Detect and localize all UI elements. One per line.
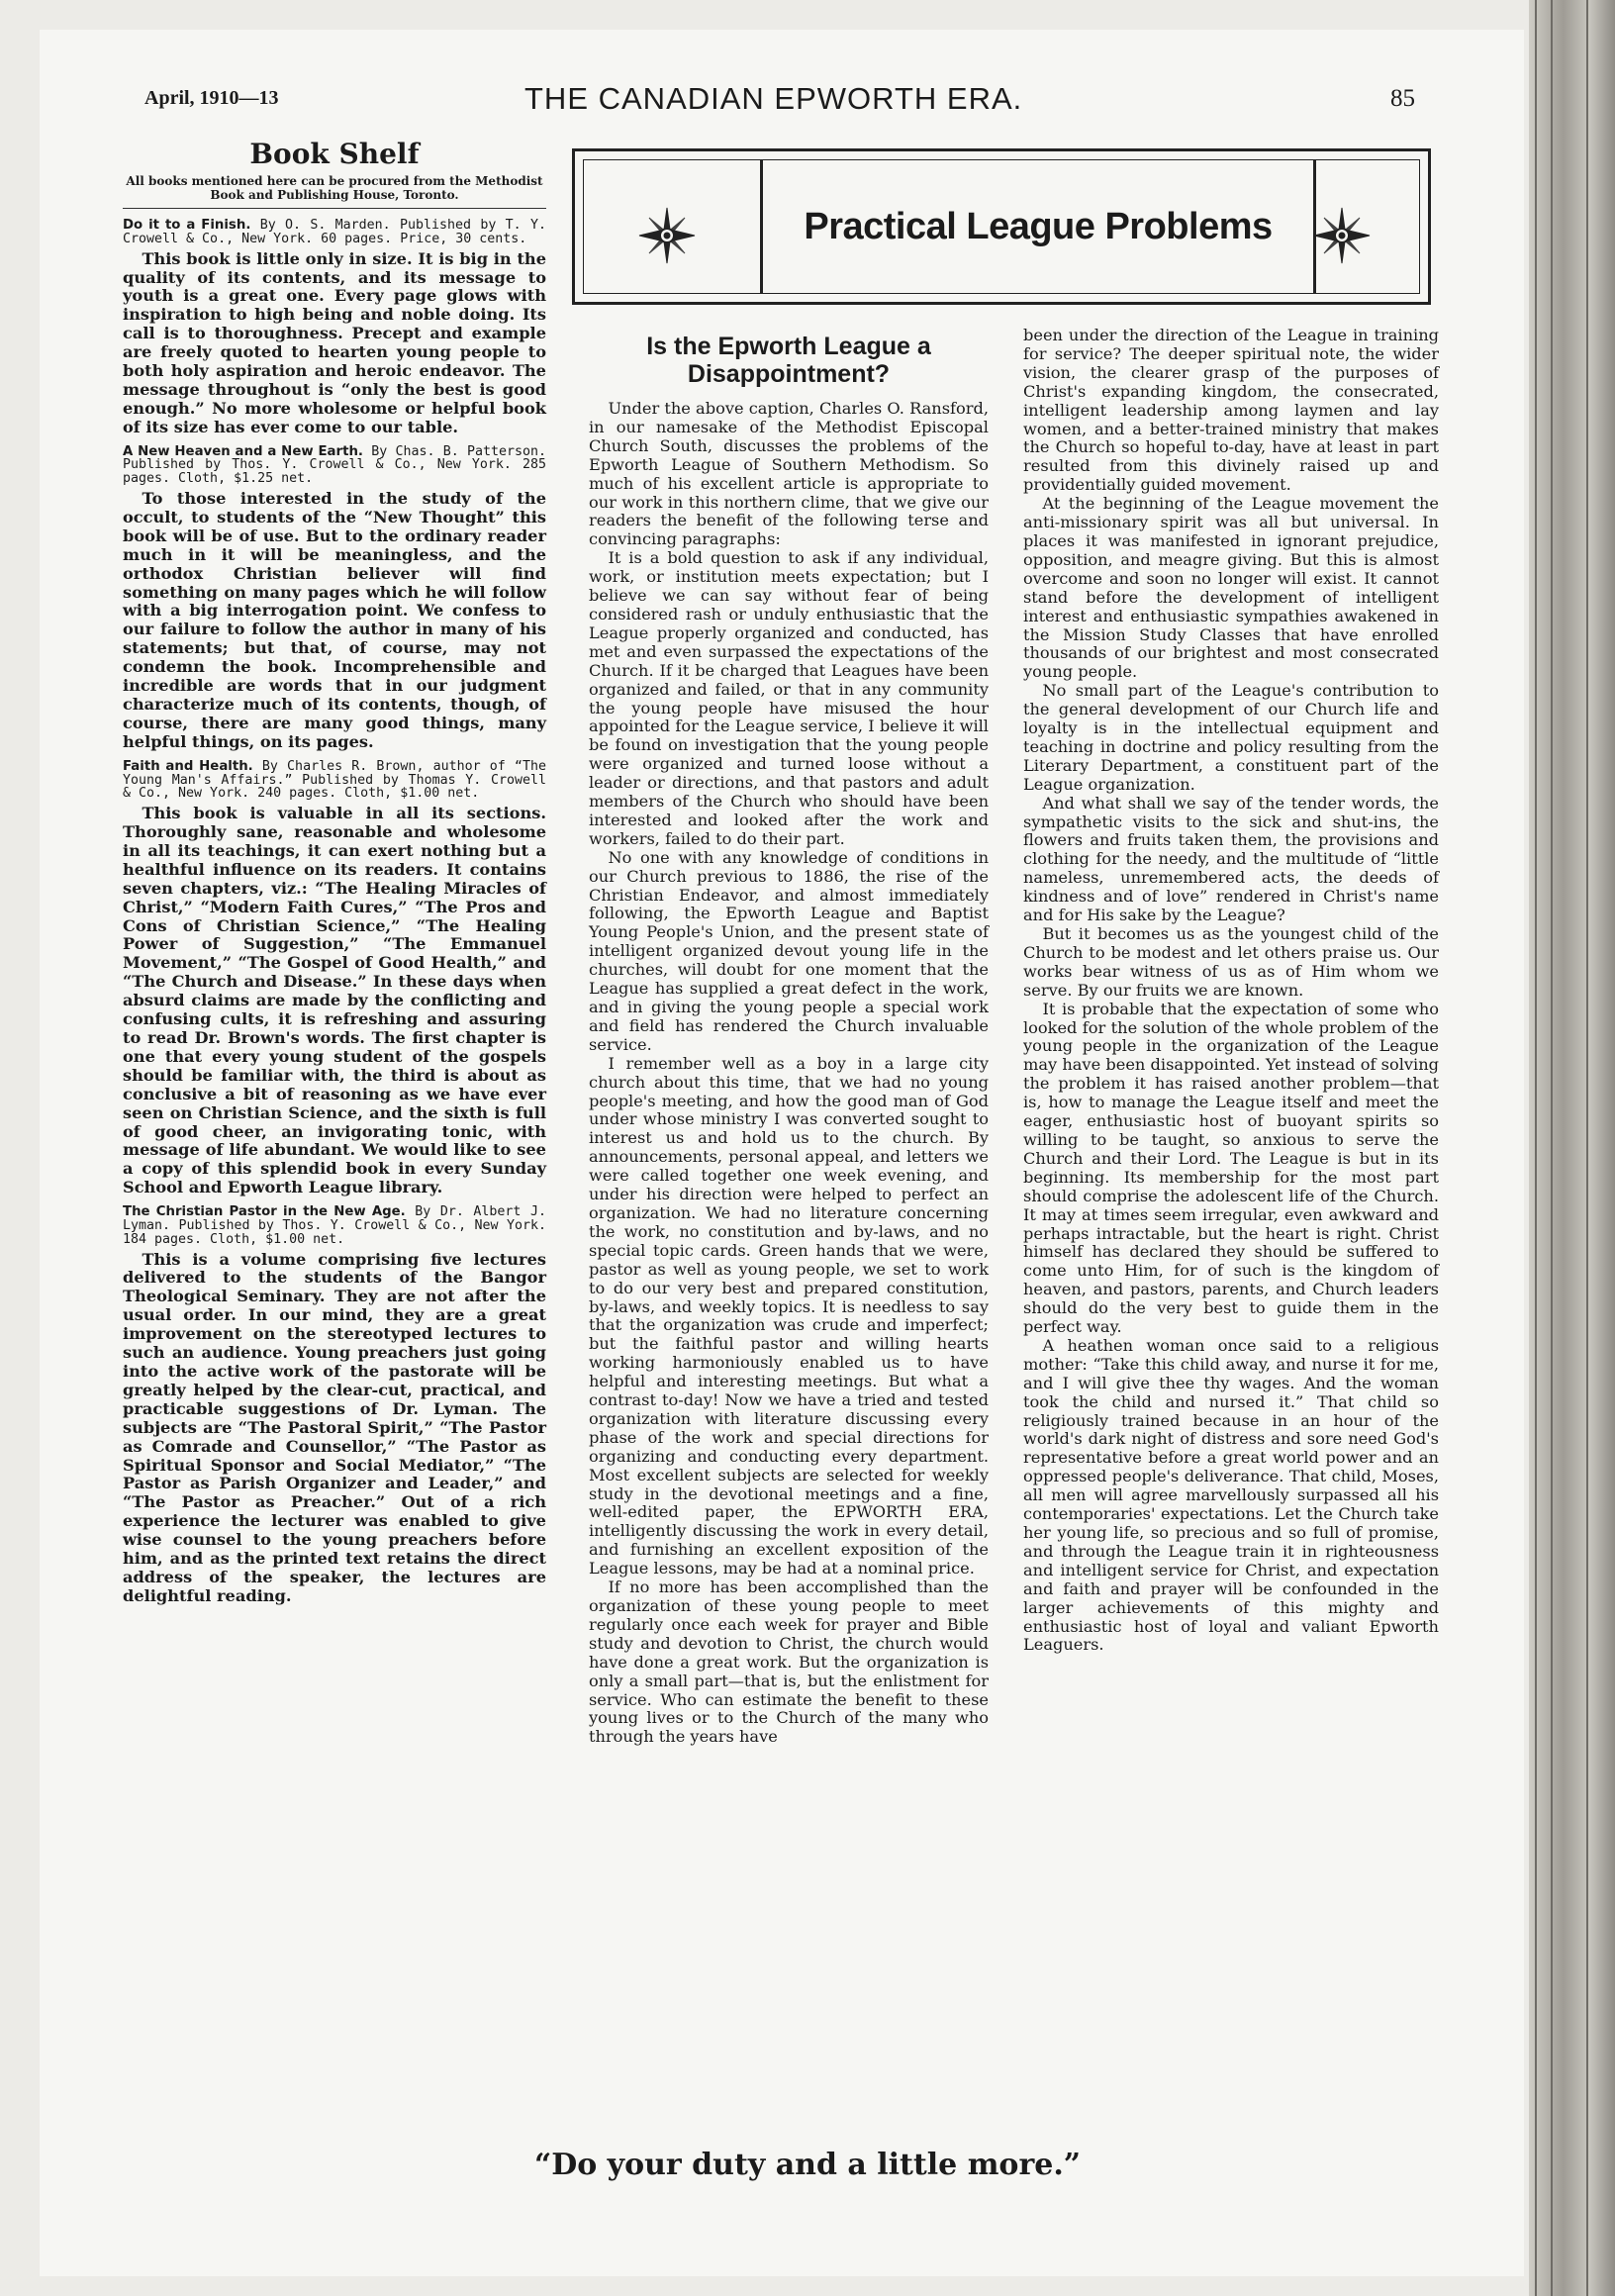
entry-heading bbox=[123, 760, 546, 801]
book-details: By Chas. B. Patterson. Published by Thos. Y. Crowell & Co., New York. 285 pages. Cloth, $1.25 net. bbox=[123, 443, 546, 487]
article-paragraph: But it becomes us as the youngest child of the Church to be modest and let others praise us. Our works bear witness of us as of Him whom we serve. By our fruits we are known. bbox=[1023, 924, 1439, 1000]
footer-motto: “Do your duty and a little more.” bbox=[533, 2148, 1082, 2182]
article-paragraph: been under the direction of the League in training for service? The deeper spiritual note, the wider vision, the clearer grasp of the purposes of Christ's expanding kingdom, the consecrated, intelligent leadership among laymen and lay women, and a better-trained ministry that makes the Church so hopeful to-day, have at least in part resulted from this divinely raised up and providentially guided movement. bbox=[1023, 326, 1439, 495]
book-shelf-note: All books mentioned here can be procured from the Methodist Book and Publishing House, Toronto. bbox=[126, 174, 543, 202]
book-spine bbox=[1529, 0, 1615, 2296]
book-review: This book is valuable in all its sections. Thoroughly sane, reasonable and wholesome in all its teachings, it can exert nothing but a healthful influence on its readers. It contains seven chapters, viz.: “The Healing Miracles of Christ,” “Modern Faith Cures,” “The Pros and Cons of Christian Science,” “The Healing Power of Suggestion,” “The Emmanuel Movement,” “The Gospel of Good Health,” and “The Church and Disease.” In these days when absurd claims are made by the conflicting and confusing cults, it is refreshing and assuring to read Dr. Brown's words. The first chapter is one that every young student of the gospels should be familiar with, the third is about as conclusive a bit of reasoning as we have ever seen on Christian Science, and the sixth is full of good cheer, an invigorating tonic, with message of life abundant. We would like to see a copy of this splendid book in every Sunday School and Epworth League library. bbox=[123, 804, 546, 1197]
section-title: Practical League Problems bbox=[804, 206, 1273, 247]
ornament-star-icon bbox=[637, 206, 697, 265]
book-details: By Charles R. Brown, author of “The Young Man's Affairs.” Published by Thomas Y. Crowell & Co., New York. 240 pages. Cloth, $1.00 net. bbox=[123, 758, 546, 802]
article-column-left bbox=[589, 327, 989, 1747]
book-shelf-title: Book Shelf bbox=[249, 138, 420, 170]
entry-heading bbox=[123, 1205, 546, 1246]
book-title: The Christian Pastor in the New Age. bbox=[123, 1204, 406, 1220]
article-paragraph: And what shall we say of the tender words, the sympathetic visits to the sick and shut-ins, the flowers and fruits taken them, the provisions and clothing for the needy, and the multitude of “little nameless, unremembered acts, the deeds of kindness and of love” rendered in Christ's name and for His sake by the League? bbox=[1023, 793, 1439, 925]
book-title: A New Heaven and a New Earth. bbox=[123, 443, 363, 459]
book-review: This is a volume comprising five lectures delivered to the students of the Bangor Theological Seminary. They are not after the usual order. In our mind, they are a great improvement on the stereotyped lectures to such an audience. Young preachers just going into the active work of the pastorate will be greatly helped by the clear-cut, practical, and practicable suggestions of Dr. Lyman. The subjects are “The Pastoral Spirit,” “The Pastor as Comrade and Counsellor,” “The Pastor as Spiritual Sponsor and Social Mediator,” “The Pastor as Parish Organizer and Leader,” and “The Pastor as Preacher.” Out of a rich experience the lecturer was enabled to give wise counsel to the young preachers before him, and as the printed text retains the direct address of the speaker, the lectures are delightful reading. bbox=[123, 1249, 546, 1605]
book-title: Do it to a Finish. bbox=[123, 218, 251, 233]
running-head bbox=[0, 81, 1445, 121]
entry-heading bbox=[123, 445, 546, 486]
book-entry bbox=[123, 760, 546, 1197]
book-shelf-column bbox=[123, 139, 546, 1606]
article-paragraph: It is probable that the expectation of some who looked for the solution of the whole problem of the young people in the organization of the League may have been disappointed. Yet instead of solving the problem it has raised another problem—that is, how to manage the League itself and meet the eager, enthusiastic host of buoyant spirits so willing to be taught, so anxious to serve the Church and their Lord. The League is but in its beginning. Its membership for the most part should comprise the adolescent life of the Church. It may at times seem irregular, even awkward and perhaps intractable, but the heart is right. Christ himself has declared they should be suffered to come unto Him, for of such is the kingdom of heaven, and pastors, parents, and Church leaders should do the very best to guide them in the perfect way. bbox=[1023, 999, 1439, 1337]
article-paragraph: It is a bold question to ask if any individual, work, or institution meets expectation; but I believe we can say without fear of being considered rash or unduly enthusiastic that the League properly organized and conducted, has met and even surpassed the expectations of the Church. If it be charged that Leagues have been organized and failed, or that in any community the young people have misused the hour appointed for the League service, I believe it will be found on investigation that the young people were organized and turned loose without a leader or directions, and that pastors and adult members of the Church who should have been interested and looked after the work and workers, failed to do their part. bbox=[589, 548, 989, 848]
book-review: This book is little only in size. It is big in the quality of its contents, and its message to youth is a great one. Every page glows with inspiration to high being and noble doing. Its call is to thoroughness. Precept and example are freely quoted to hearten young people to both holy aspiration and heroic endeavor. The message throughout is “only the best is good enough.” No more wholesome or helpful book of its size has ever come to our table. bbox=[123, 248, 546, 436]
section-banner bbox=[572, 148, 1431, 305]
book-entry bbox=[123, 1205, 546, 1606]
article-paragraph: I remember well as a boy in a large city church about this time, that we had no young people's meeting, and how the good man of God under whose ministry I was converted sought to interest us and hold us to the church. By announcements, personal appeal, and letters we were called together one week evening, and under his direction were helped to perfect an organization. We had no literature concerning the work, no constitution and by-laws, and no special topic cards. Green hands that we were, pastor as well as young people, we set to work to do our very best and prepared constitution, by-laws, and weekly topics. It is needless to say that the organization was crude and imperfect; but the faithful pastor and willing hearts working harmoniously enabled us to have helpful and interesting meetings. But what a contrast to-day! Now we have a tried and tested organization with literature discussing every phase of the work and special directions for organizing and conducting every department. Most excellent subjects are selected for weekly study in the devotional meetings and a fine, well-edited paper, the EPWORTH ERA, intelligently discussing the work in every detail, and furnishing an excellent exposition of the League lessons, may be had at a nominal price. bbox=[589, 1053, 989, 1578]
book-details: By Dr. Albert J. Lyman. Published by Thos. Y. Crowell & Co., New York. 184 pages. Cloth, $1.00 net. bbox=[123, 1204, 547, 1247]
page-number: 85 bbox=[1390, 85, 1415, 112]
book-entry bbox=[123, 219, 546, 437]
article-title: Is the Epworth League a Disappointment? bbox=[646, 333, 931, 388]
issue-date: April, 1910—13 bbox=[144, 87, 279, 109]
article-paragraph: Under the above caption, Charles O. Ransford, in our namesake of the Methodist Episcopal Church South, discusses the problems of the Epworth League of Southern Methodism. So much of his excellent article is appropriate to our work in this northern clime, that we give our readers the benefit of the following terse and convincing paragraphs: bbox=[589, 399, 989, 549]
article-paragraph: No one with any knowledge of conditions in our Church previous to 1886, the rise of the Christian Endeavor, and almost immediately following, the Epworth League and Baptist Young People's Union, and the present state of intelligent organized devout young life in the churches, will doubt for one moment that the League has supplied a great defect in the work, and in giving the young people a special work and field has rendered the Church invaluable service. bbox=[589, 847, 989, 1054]
entry-heading bbox=[123, 219, 546, 246]
article-paragraph: At the beginning of the League movement the anti-missionary spirit was all but universal. In places it was manifested in ignorant prejudice, opposition, and meagre giving. But this is almost overcome and soon no longer will exist. It cannot stand before the development of intelligent interest and enthusiastic sympathies awakened in the Mission Study Classes that have enrolled thousands of our brightest and most consecrated young people. bbox=[1023, 494, 1439, 682]
article-paragraph: No small part of the League's contribution to the general development of our Church life and loyalty is in the intellectual equipment and teaching in doctrine and policy resulting from the Literary Department, a constituent part of the League organization. bbox=[1023, 681, 1439, 794]
article-paragraph: A heathen woman once said to a religious mother: “Take this child away, and nurse it for me, and I will give thee thy wages. And the woman took the child and nursed it.” That child so religiously trained because in an hour of the world's dark night of distress and sore need God's representative before a great world power and an oppressed people's deliverance. That child, Moses, all men will agree marvellously surpassed all his contemporaries' expectations. Let the Church take her young life, so precious and so full of promise, and through the League train it in righteousness and intelligent service for Christ, and expectation and faith and prayer will be confounded in the larger achievements of this mighty and enthusiastic host of loyal and valiant Epworth Leaguers. bbox=[1023, 1335, 1439, 1655]
divider bbox=[123, 208, 546, 209]
banner-frame bbox=[583, 159, 1420, 294]
article-paragraph: If no more has been accomplished than the organization of these young people to meet regularly once each week for prayer and Bible study and devotion to Christ, the church would have done a great work. But the organization is only a small part—that is, but the enlistment for service. Who can estimate the benefit to these young lives or to the Church of the many who through the years have bbox=[589, 1578, 989, 1747]
book-details: By O. S. Marden. Published by T. Y. Crowell & Co., New York. 60 pages. Price, 30 cents. bbox=[123, 218, 546, 246]
journal-title: THE CANADIAN EPWORTH ERA. bbox=[524, 81, 1023, 116]
book-title: Faith and Health. bbox=[123, 758, 253, 774]
banner-title-box bbox=[760, 160, 1316, 293]
ornament-star-icon bbox=[1312, 206, 1372, 265]
book-entry bbox=[123, 445, 546, 752]
book-review: To those interested in the study of the occult, to students of the “New Thought” this book will be of use. But to the ordinary reader much in it will be meaningless, and the orthodox Christian believer will find something on many pages which he will follow with a big interrogation point. We confess to our failure to follow the author in many of his statements; but that, of course, may not condemn the book. Incomprehensible and incredible are words that in our judgment characterize much of its contents, though, of course, there are many good things, many helpful things, on its pages. bbox=[123, 489, 546, 751]
article-column-right bbox=[1023, 327, 1439, 1655]
